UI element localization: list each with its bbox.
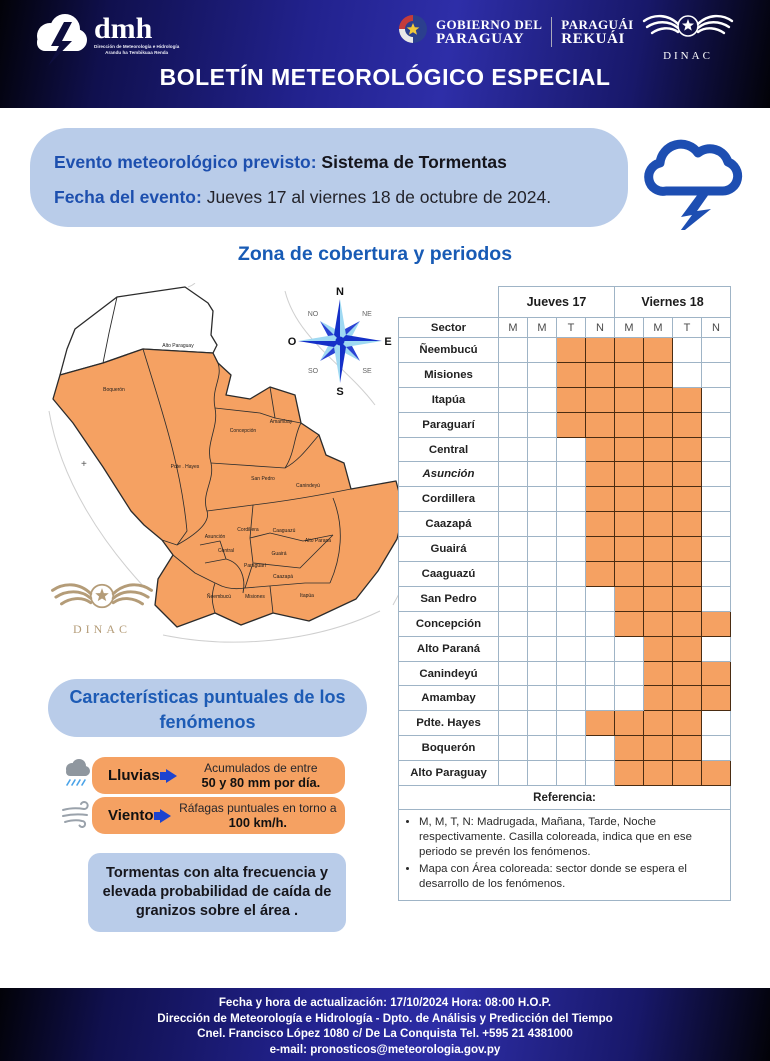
event-type-value: Sistema de Tormentas bbox=[321, 152, 507, 172]
period-cell-r12c4 bbox=[615, 636, 644, 661]
period-cell-r10c5 bbox=[644, 586, 673, 611]
period-cell-r10c4 bbox=[615, 586, 644, 611]
dept-label: San Pedro bbox=[251, 476, 275, 482]
period-cell-r17c3 bbox=[586, 761, 615, 786]
period-cell-r2c1 bbox=[528, 387, 557, 412]
wind-desc-2: 100 km/h. bbox=[228, 814, 287, 830]
dept-label: Pdte . Hayes bbox=[170, 464, 200, 470]
period-cell-r9c1 bbox=[528, 562, 557, 587]
period-cell-r15c4 bbox=[615, 711, 644, 736]
period-cell-r7c7 bbox=[702, 512, 731, 537]
period-cell-r6c5 bbox=[644, 487, 673, 512]
sector-name: Alto Paraguay bbox=[399, 761, 499, 786]
period-label-2: T bbox=[557, 318, 586, 338]
period-cell-r8c0 bbox=[499, 537, 528, 562]
period-cell-r13c4 bbox=[615, 661, 644, 686]
period-cell-r6c1 bbox=[528, 487, 557, 512]
gov-line3: PARAGUÁI bbox=[561, 16, 634, 32]
period-cell-r9c2 bbox=[557, 562, 586, 587]
table-row bbox=[399, 537, 731, 562]
period-cell-r12c1 bbox=[528, 636, 557, 661]
event-date-value: Jueves 17 al viernes 18 de octubre de 2024. bbox=[206, 187, 552, 207]
event-date-label: Fecha del evento: bbox=[54, 187, 207, 207]
period-cell-r13c5 bbox=[644, 661, 673, 686]
dept-label: Alto Paraná bbox=[304, 538, 332, 544]
dept-label: Concepción bbox=[229, 428, 257, 434]
dept-label: Misiones bbox=[245, 594, 265, 600]
period-cell-r9c0 bbox=[499, 562, 528, 587]
period-cell-r11c5 bbox=[644, 611, 673, 636]
period-cell-r4c3 bbox=[586, 437, 615, 462]
footer-address-line: Cnel. Francisco López 1080 c/ De La Conquista Tel. +595 21 4381000 bbox=[197, 1027, 573, 1040]
period-cell-r6c0 bbox=[499, 487, 528, 512]
period-cell-r2c7 bbox=[702, 387, 731, 412]
sector-name: Pdte. Hayes bbox=[399, 711, 499, 736]
period-cell-r4c1 bbox=[528, 437, 557, 462]
period-cell-r17c7 bbox=[702, 761, 731, 786]
dinac-logo bbox=[638, 8, 738, 62]
right-arrow-icon bbox=[166, 769, 177, 783]
period-cell-r3c4 bbox=[615, 412, 644, 437]
dept-label: Cordillera bbox=[237, 527, 259, 533]
dept-label: Alto Paraguay bbox=[162, 343, 194, 349]
period-cell-r11c2 bbox=[557, 611, 586, 636]
table-row bbox=[399, 512, 731, 537]
dept-label: Canindeyú bbox=[296, 483, 320, 489]
table-row bbox=[399, 586, 731, 611]
svg-text:SO: SO bbox=[307, 368, 319, 375]
period-cell-r11c4 bbox=[615, 611, 644, 636]
period-cell-r0c1 bbox=[528, 338, 557, 363]
period-cell-r3c2 bbox=[557, 412, 586, 437]
table-corner bbox=[399, 287, 499, 318]
sector-name: Misiones bbox=[399, 362, 499, 387]
dept-label: Paraguarí bbox=[244, 563, 266, 569]
period-cell-r17c1 bbox=[528, 761, 557, 786]
period-label-5: M bbox=[644, 318, 673, 338]
period-cell-r9c6 bbox=[673, 562, 702, 587]
period-cell-r1c5 bbox=[644, 362, 673, 387]
period-cell-r0c6 bbox=[673, 338, 702, 363]
rain-desc-2: 50 y 80 mm por día. bbox=[201, 774, 321, 790]
period-cell-r11c7 bbox=[702, 611, 731, 636]
period-label-3: N bbox=[586, 318, 615, 338]
period-cell-r1c6 bbox=[673, 362, 702, 387]
period-cell-r13c3 bbox=[586, 661, 615, 686]
dmh-subtitle-2: Arandu ha Tembikuaa Renda bbox=[105, 49, 169, 55]
storm-note-box: Tormentas con alta frecuencia y elevada probabilidad de caída de granizos sobre el área . bbox=[88, 853, 346, 932]
table-row bbox=[399, 711, 731, 736]
sector-name: Ñeembucú bbox=[399, 338, 499, 363]
dept-label: Caazapá bbox=[272, 574, 294, 580]
period-cell-r8c4 bbox=[615, 537, 644, 562]
footer-email-line: e-mail: pronosticos@meteorologia.gov.py bbox=[269, 1042, 501, 1056]
table-row bbox=[399, 636, 731, 661]
period-cell-r16c4 bbox=[615, 736, 644, 761]
period-cell-r10c3 bbox=[586, 586, 615, 611]
period-cell-r14c5 bbox=[644, 686, 673, 711]
header-band bbox=[0, 0, 770, 108]
svg-text:E: E bbox=[384, 336, 392, 348]
sector-name: Caaguazú bbox=[399, 562, 499, 587]
period-cell-r17c6 bbox=[673, 761, 702, 786]
sector-name: Guairá bbox=[399, 537, 499, 562]
dinac-watermark bbox=[47, 575, 157, 637]
svg-text:NE: NE bbox=[362, 311, 372, 318]
period-cell-r1c4 bbox=[615, 362, 644, 387]
sector-header: Sector bbox=[399, 318, 499, 338]
table-row bbox=[399, 412, 731, 437]
period-cell-r8c1 bbox=[528, 537, 557, 562]
period-cell-r15c3 bbox=[586, 711, 615, 736]
period-cell-r13c7 bbox=[702, 661, 731, 686]
dept-label: Central bbox=[217, 548, 235, 554]
period-cell-r4c7 bbox=[702, 437, 731, 462]
period-cell-r7c2 bbox=[557, 512, 586, 537]
period-cell-r15c1 bbox=[528, 711, 557, 736]
wind-row bbox=[92, 797, 345, 834]
period-cell-r4c2 bbox=[557, 437, 586, 462]
event-summary-box bbox=[30, 128, 628, 227]
period-cell-r7c4 bbox=[615, 512, 644, 537]
period-cell-r17c0 bbox=[499, 761, 528, 786]
period-cell-r0c3 bbox=[586, 338, 615, 363]
period-cell-r10c0 bbox=[499, 586, 528, 611]
period-cell-r3c0 bbox=[499, 412, 528, 437]
period-cell-r9c4 bbox=[615, 562, 644, 587]
period-cell-r10c1 bbox=[528, 586, 557, 611]
period-cell-r6c4 bbox=[615, 487, 644, 512]
period-cell-r16c0 bbox=[499, 736, 528, 761]
table-row bbox=[399, 661, 731, 686]
period-cell-r6c3 bbox=[586, 487, 615, 512]
period-cell-r4c4 bbox=[615, 437, 644, 462]
sector-name: Central bbox=[399, 437, 499, 462]
period-cell-r15c0 bbox=[499, 711, 528, 736]
period-cell-r7c0 bbox=[499, 512, 528, 537]
page-title: BOLETÍN METEOROLÓGICO ESPECIAL bbox=[159, 64, 611, 90]
period-cell-r6c6 bbox=[673, 487, 702, 512]
sector-name: Alto Paraná bbox=[399, 636, 499, 661]
period-cell-r11c0 bbox=[499, 611, 528, 636]
right-arrow-icon bbox=[160, 809, 171, 823]
period-cell-r0c5 bbox=[644, 338, 673, 363]
table-row bbox=[399, 487, 731, 512]
period-cell-r12c5 bbox=[644, 636, 673, 661]
dmh-wordmark: dmh bbox=[94, 12, 153, 45]
sector-name: Itapúa bbox=[399, 387, 499, 412]
dinac-label: DINAC bbox=[663, 50, 713, 62]
dmh-subtitle-1: Dirección de Meteorología e Hidrología bbox=[94, 44, 180, 49]
period-cell-r5c1 bbox=[528, 462, 557, 487]
period-cell-r2c2 bbox=[557, 387, 586, 412]
period-cell-r12c6 bbox=[673, 636, 702, 661]
period-label-0: M bbox=[499, 318, 528, 338]
period-cell-r0c2 bbox=[557, 338, 586, 363]
period-cell-r5c3 bbox=[586, 462, 615, 487]
period-cell-r11c3 bbox=[586, 611, 615, 636]
period-cell-r7c3 bbox=[586, 512, 615, 537]
rain-label: Lluvias bbox=[108, 767, 160, 784]
period-cell-r8c2 bbox=[557, 537, 586, 562]
period-cell-r2c4 bbox=[615, 387, 644, 412]
footer-department-line: Dirección de Meteorología e Hidrología - Dpto. de Análisis y Predicción del Tiempo bbox=[157, 1011, 613, 1025]
svg-text:S: S bbox=[336, 386, 344, 395]
period-cell-r16c1 bbox=[528, 736, 557, 761]
wind-icon bbox=[60, 800, 90, 835]
svg-text:O: O bbox=[288, 336, 297, 348]
period-cell-r15c5 bbox=[644, 711, 673, 736]
table-row bbox=[399, 761, 731, 786]
wind-label: Viento bbox=[108, 807, 154, 824]
period-cell-r7c1 bbox=[528, 512, 557, 537]
period-cell-r5c5 bbox=[644, 462, 673, 487]
period-cell-r15c7 bbox=[702, 711, 731, 736]
period-cell-r1c0 bbox=[499, 362, 528, 387]
section-title: Zona de cobertura y periodos bbox=[237, 243, 513, 265]
period-cell-r2c5 bbox=[644, 387, 673, 412]
period-label-6: T bbox=[673, 318, 702, 338]
period-cell-r13c0 bbox=[499, 661, 528, 686]
period-cell-r2c6 bbox=[673, 387, 702, 412]
period-cell-r8c3 bbox=[586, 537, 615, 562]
table-row bbox=[399, 338, 731, 363]
sector-name: Paraguarí bbox=[399, 412, 499, 437]
period-cell-r6c2 bbox=[557, 487, 586, 512]
period-cell-r17c4 bbox=[615, 761, 644, 786]
dept-label: Asunción bbox=[204, 534, 226, 540]
sector-name: Boquerón bbox=[399, 736, 499, 761]
table-row bbox=[399, 611, 731, 636]
dept-label: Boquerón bbox=[103, 387, 125, 393]
dinac-watermark-label: DINAC bbox=[73, 622, 131, 636]
period-cell-r17c2 bbox=[557, 761, 586, 786]
period-cell-r3c3 bbox=[586, 412, 615, 437]
period-cell-r14c6 bbox=[673, 686, 702, 711]
dinac-watermark-wings-icon bbox=[48, 575, 156, 617]
period-cell-r14c7 bbox=[702, 686, 731, 711]
gov-line2: PARAGUAY bbox=[436, 30, 525, 47]
table-row bbox=[399, 686, 731, 711]
table-row bbox=[399, 462, 731, 487]
period-cell-r4c0 bbox=[499, 437, 528, 462]
period-label-7: N bbox=[702, 318, 731, 338]
period-cell-r0c7 bbox=[702, 338, 731, 363]
period-cell-r17c5 bbox=[644, 761, 673, 786]
period-cell-r14c2 bbox=[557, 686, 586, 711]
table-row bbox=[399, 362, 731, 387]
period-cell-r5c7 bbox=[702, 462, 731, 487]
sector-name: Amambay bbox=[399, 686, 499, 711]
period-cell-r2c3 bbox=[586, 387, 615, 412]
period-cell-r16c7 bbox=[702, 736, 731, 761]
period-cell-r7c6 bbox=[673, 512, 702, 537]
table-row bbox=[399, 387, 731, 412]
rain-row bbox=[92, 757, 345, 794]
period-cell-r13c6 bbox=[673, 661, 702, 686]
period-cell-r0c4 bbox=[615, 338, 644, 363]
period-cell-r16c3 bbox=[586, 736, 615, 761]
table-row bbox=[399, 736, 731, 761]
period-cell-r3c7 bbox=[702, 412, 731, 437]
period-label-4: M bbox=[615, 318, 644, 338]
period-cell-r15c6 bbox=[673, 711, 702, 736]
period-cell-r16c5 bbox=[644, 736, 673, 761]
gov-divider bbox=[551, 17, 552, 47]
period-cell-r8c7 bbox=[702, 537, 731, 562]
gov-line1: GOBIERNO DEL bbox=[436, 16, 543, 32]
period-cell-r14c3 bbox=[586, 686, 615, 711]
period-cell-r12c7 bbox=[702, 636, 731, 661]
reference-title: Referencia: bbox=[399, 786, 731, 810]
period-cell-r9c7 bbox=[702, 562, 731, 587]
period-cell-r10c7 bbox=[702, 586, 731, 611]
event-type-label: Evento meteorológico previsto: bbox=[54, 152, 322, 172]
coverage-table bbox=[398, 286, 731, 901]
period-cell-r14c0 bbox=[499, 686, 528, 711]
period-cell-r11c6 bbox=[673, 611, 702, 636]
sector-name: San Pedro bbox=[399, 586, 499, 611]
wind-desc-1: Ráfagas puntuales en torno a bbox=[179, 801, 337, 815]
compass-rose bbox=[288, 287, 392, 400]
period-cell-r4c6 bbox=[673, 437, 702, 462]
graticule-cross: + bbox=[81, 459, 87, 470]
period-cell-r10c2 bbox=[557, 586, 586, 611]
period-cell-r16c6 bbox=[673, 736, 702, 761]
period-cell-r5c4 bbox=[615, 462, 644, 487]
period-cell-r14c1 bbox=[528, 686, 557, 711]
rain-cloud-icon bbox=[62, 758, 92, 797]
storm-cloud-icon bbox=[636, 124, 754, 235]
svg-text:SE: SE bbox=[362, 368, 372, 375]
reference-body: • M, M, T, N: Madrugada, Mañana, Tarde, Noche respectivamente. Casilla coloreada, indica que en ese periodo se prevén los fenómenos. • Mapa con Área coloreada: sector donde se espera el desarrollo de los fenómenos. bbox=[399, 810, 731, 901]
gobierno-paraguay-logo bbox=[398, 14, 634, 49]
dept-label: Ñeembucú bbox=[206, 594, 232, 600]
period-cell-r15c2 bbox=[557, 711, 586, 736]
period-cell-r8c6 bbox=[673, 537, 702, 562]
period-cell-r14c4 bbox=[615, 686, 644, 711]
period-cell-r11c1 bbox=[528, 611, 557, 636]
dept-label: Guairá bbox=[271, 551, 287, 557]
sector-name: Concepción bbox=[399, 611, 499, 636]
day-header-1: Jueves 17 bbox=[499, 287, 615, 318]
svg-text:N: N bbox=[336, 287, 344, 298]
sector-name: Caazapá bbox=[399, 512, 499, 537]
rain-desc-1: Acumulados de entre bbox=[204, 761, 318, 775]
period-cell-r0c0 bbox=[499, 338, 528, 363]
footer-band bbox=[0, 988, 770, 1061]
dept-label: Amambay bbox=[269, 419, 293, 425]
characteristics-title: Características puntuales de los fenómenos bbox=[48, 679, 367, 737]
coverage-table-wrap bbox=[398, 286, 731, 901]
table-row bbox=[399, 562, 731, 587]
period-cell-r1c7 bbox=[702, 362, 731, 387]
period-label-1: M bbox=[528, 318, 557, 338]
sector-name: Canindeyú bbox=[399, 661, 499, 686]
svg-text:NO: NO bbox=[307, 311, 319, 318]
table-row bbox=[399, 437, 731, 462]
period-cell-r4c5 bbox=[644, 437, 673, 462]
period-cell-r1c1 bbox=[528, 362, 557, 387]
period-cell-r1c3 bbox=[586, 362, 615, 387]
period-cell-r12c0 bbox=[499, 636, 528, 661]
paraguay-emblem-icon bbox=[398, 14, 428, 49]
period-cell-r10c6 bbox=[673, 586, 702, 611]
period-cell-r12c2 bbox=[557, 636, 586, 661]
period-cell-r8c5 bbox=[644, 537, 673, 562]
day-header-2: Viernes 18 bbox=[615, 287, 731, 318]
gov-line4: REKUÁI bbox=[561, 30, 625, 47]
dept-label: Itapúa bbox=[300, 593, 314, 599]
period-cell-r6c7 bbox=[702, 487, 731, 512]
dinac-wings-icon bbox=[640, 8, 736, 44]
period-cell-r5c0 bbox=[499, 462, 528, 487]
period-cell-r5c6 bbox=[673, 462, 702, 487]
period-cell-r2c0 bbox=[499, 387, 528, 412]
period-cell-r12c3 bbox=[586, 636, 615, 661]
sector-name: Asunción bbox=[399, 462, 499, 487]
dept-label: Caaguazú bbox=[272, 528, 296, 534]
period-cell-r16c2 bbox=[557, 736, 586, 761]
period-cell-r1c2 bbox=[557, 362, 586, 387]
period-cell-r9c3 bbox=[586, 562, 615, 587]
period-cell-r7c5 bbox=[644, 512, 673, 537]
period-cell-r13c2 bbox=[557, 661, 586, 686]
period-cell-r9c5 bbox=[644, 562, 673, 587]
period-cell-r5c2 bbox=[557, 462, 586, 487]
period-cell-r13c1 bbox=[528, 661, 557, 686]
period-cell-r3c1 bbox=[528, 412, 557, 437]
sector-name: Cordillera bbox=[399, 487, 499, 512]
period-cell-r3c6 bbox=[673, 412, 702, 437]
period-cell-r3c5 bbox=[644, 412, 673, 437]
footer-update-line: Fecha y hora de actualización: 17/10/2024 Hora: 08:00 H.O.P. bbox=[218, 996, 552, 1009]
